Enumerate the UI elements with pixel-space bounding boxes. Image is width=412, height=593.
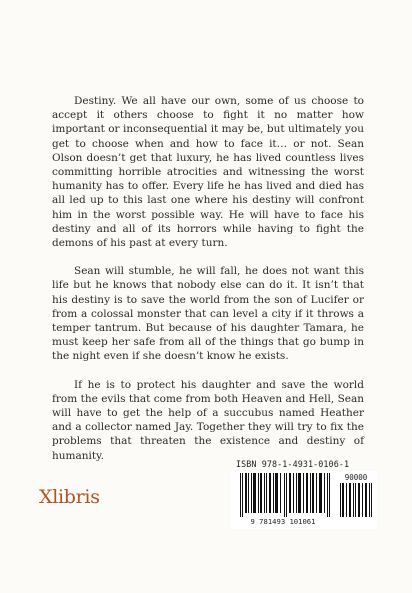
blurb-text <box>52 94 364 477</box>
isbn-label: ISBN 978-1-4931-0106-1 <box>236 459 350 469</box>
barcode-addon-number: 90000 <box>344 473 368 482</box>
barcode <box>230 471 377 529</box>
blurb-paragraph-3: If he is to protect his daughter and save the world from the evils that come from both Heaven and Hell, Sean will have to get the help of a succubus named Heather and a collector named Jay. Together they will try to fix the problems that threaten the existence and destiny of humanity. <box>52 378 364 462</box>
publisher-logo: Xlibris <box>39 486 100 508</box>
blurb-paragraph-1: Destiny. We all have our own, some of us choose to accept it others choose to fight it no matter how important or inconsequential it may be, but ultimately you get to choose when and how to face it… or not. Sean Olson doesn’t get that luxury, he has lived countless lives committing horrible atrocities and witnessing the worst humanity has to offer. Every life he has lived and died has all led up to this last one where his destiny will confront him in the worst possible way. He will have to face his destiny and all of its horrors while having to fight the demons of his past at every turn. <box>52 95 364 250</box>
blurb-paragraph-2: Sean will stumble, he will fall, he does not want this life but he knows that nobody else can do it. It isn’t that his destiny is to save the world from the son of Lucifer or from a colossal monster that can level a city if it throws a temper tantrum. But because of his daughter Tamara, he must keep her safe from all of the things that go bump in the night even if she doesn’t know he exists. <box>52 265 364 363</box>
ean-barcode <box>238 473 334 517</box>
addon-barcode <box>339 483 373 517</box>
barcode-digits: 9 781493 101061 <box>250 517 316 526</box>
